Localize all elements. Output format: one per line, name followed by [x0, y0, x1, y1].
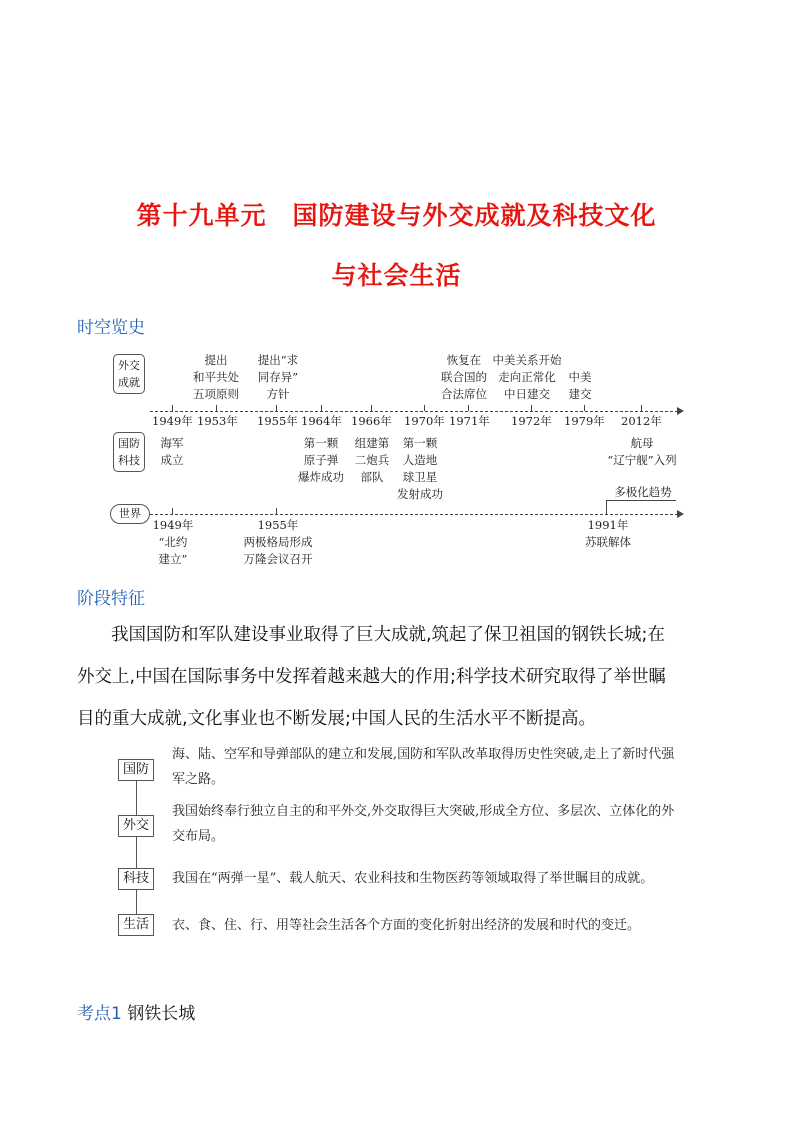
section-heading-stage: 阶段特征 — [77, 589, 145, 609]
axis-arrowhead — [677, 407, 684, 415]
stage-paragraph-line: 目的重大成就,文化事业也不断发展;中国人民的生活水平不断提高。 — [77, 709, 596, 729]
diplomacy-event: 提出 和平共处 五项原则 — [193, 353, 239, 401]
axis-tick — [172, 508, 173, 514]
year-label: 2012年 — [621, 414, 662, 428]
axis-tick — [468, 405, 469, 411]
world-event: 1991年 苏联解体 — [585, 518, 631, 549]
world-event: 1955年 两极格局形成 万隆会议召开 — [243, 518, 313, 566]
defense-event: 第一颗 人造地 球卫星 发射成功 — [397, 436, 443, 501]
year-label: 1966年 — [351, 414, 392, 428]
row-label-world: 世界 — [110, 504, 150, 524]
defense-event: 第一颗 原子弹 爆炸成功 — [298, 436, 344, 484]
summary-label-technology: 科技 — [118, 868, 154, 890]
main-time-axis — [150, 411, 678, 412]
year-label: 1949年 — [152, 414, 193, 428]
section-heading-timeline: 时空览史 — [77, 318, 145, 338]
year-label: 1970年 — [404, 414, 445, 428]
defense-event: 海军 成立 — [160, 436, 184, 467]
diplomacy-event: 中美关系开始 走向正常化 中日建交 — [492, 353, 562, 401]
axis-tick — [172, 405, 173, 411]
axis-tick — [641, 405, 642, 411]
trend-marker-line — [606, 500, 607, 514]
summary-text: 我国在“两弹一星”、载人航天、农业科技和生物医药等领域取得了举世瞩目的成就。 — [172, 871, 654, 886]
stage-paragraph-line: 外交上,中国在国际事务中发挥着越来越大的作用;科学技术研究取得了举世瞩 — [77, 667, 666, 687]
world-trend-label: 多极化趋势 — [614, 485, 672, 499]
world-time-axis — [150, 514, 678, 515]
connector-line — [136, 780, 137, 922]
summary-label-defense: 国防 — [118, 759, 154, 781]
axis-tick — [531, 405, 532, 411]
kaodian-label: 考点1 — [77, 1004, 122, 1024]
kaodian-heading — [77, 999, 195, 1024]
summary-text: 交布局。 — [172, 829, 225, 844]
axis-tick — [371, 405, 372, 411]
summary-text: 我国始终奉行独立自主的和平外交,外交取得巨大突破,形成全方位、多层次、立体化的外 — [172, 804, 675, 819]
year-label: 1972年 — [511, 414, 552, 428]
year-label: 1953年 — [197, 414, 238, 428]
defense-event: 组建第 二炮兵 部队 — [354, 436, 390, 484]
world-axis-arrowhead — [677, 510, 684, 518]
summary-text: 军之路。 — [172, 772, 225, 787]
axis-tick — [424, 405, 425, 411]
axis-tick — [321, 405, 322, 411]
row-label-diplomacy: 外交 成就 — [113, 354, 145, 394]
row-label-defense: 国防 科技 — [113, 432, 145, 472]
defense-event: 航母 “辽宁舰”入列 — [607, 436, 677, 467]
summary-label-diplomacy: 外交 — [118, 815, 154, 837]
world-event: 1949年 “北约 建立” — [152, 518, 194, 566]
axis-tick — [216, 405, 217, 411]
year-label: 1979年 — [564, 414, 605, 428]
stage-paragraph-line: 我国国防和军队建设事业取得了巨大成就,筑起了保卫祖国的钢铁长城;在 — [111, 625, 665, 645]
year-label: 1971年 — [449, 414, 490, 428]
diplomacy-event: 恢复在 联合国的 合法席位 — [441, 353, 487, 401]
unit-title-line2: 与社会生活 — [331, 261, 462, 290]
kaodian-title: 钢铁长城 — [127, 1004, 196, 1024]
diplomacy-event: 中美 建交 — [568, 370, 592, 401]
summary-text: 海、陆、空军和导弹部队的建立和发展,国防和军队改革取得历史性突破,走上了新时代强 — [172, 747, 675, 762]
year-label: 1955年 — [257, 414, 298, 428]
summary-label-life: 生活 — [118, 914, 154, 936]
diplomacy-event: 提出“求 同存异” 方针 — [257, 353, 299, 401]
trend-marker-line — [606, 500, 676, 501]
year-label: 1964年 — [301, 414, 342, 428]
unit-title-line1: 第十九单元 国防建设与外交成就及科技文化 — [136, 201, 657, 230]
axis-tick — [276, 508, 277, 514]
axis-tick — [276, 405, 277, 411]
axis-tick — [584, 405, 585, 411]
summary-text: 衣、食、住、行、用等社会生活各个方面的变化折射出经济的发展和时代的变迁。 — [172, 918, 641, 933]
